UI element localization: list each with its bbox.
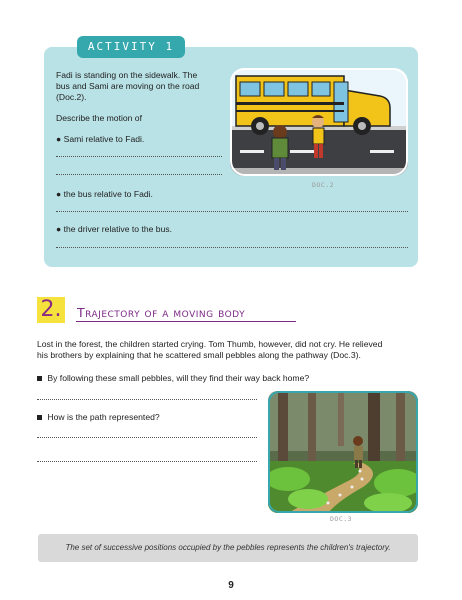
activity-item-label: Sami relative to Fadi. bbox=[63, 134, 145, 144]
doc-label: DOC.2 bbox=[312, 181, 335, 189]
question-2 bbox=[37, 412, 160, 423]
square-bullet-icon bbox=[37, 376, 42, 381]
activity-item-label: the bus relative to Fadi. bbox=[63, 189, 153, 199]
intro-line-1: Fadi is standing on the sidewalk. The bbox=[56, 70, 198, 80]
bullet-icon: ● bbox=[56, 224, 62, 234]
summary-box: The set of successive positions occupied by the pebbles represents the children's trajectory. bbox=[38, 534, 418, 562]
bullet-icon: ● bbox=[56, 134, 62, 144]
question-1 bbox=[37, 373, 309, 384]
activity-item-label: the driver relative to the bus. bbox=[63, 224, 173, 234]
doc-label: DOC.3 bbox=[330, 515, 353, 523]
question-text: By following these small pebbles, will they find their way back home? bbox=[47, 373, 310, 383]
intro-line-3: (Doc.2). bbox=[56, 92, 87, 102]
question-text: How is the path represented? bbox=[47, 412, 160, 422]
title-underline bbox=[76, 321, 296, 322]
answer-line[interactable] bbox=[37, 437, 257, 438]
activity-tab: ACTIVITY 1 bbox=[77, 36, 185, 58]
forest-illustration bbox=[268, 391, 418, 513]
answer-line[interactable] bbox=[56, 247, 408, 248]
bullet-icon: ● bbox=[56, 189, 62, 199]
answer-line[interactable] bbox=[56, 211, 408, 212]
answer-line[interactable] bbox=[37, 399, 257, 400]
paragraph-line-2: his brothers by explaining that he scattered small pebbles along the pathway (Doc.3). bbox=[37, 350, 361, 360]
answer-line[interactable] bbox=[37, 461, 257, 462]
answer-line[interactable] bbox=[56, 156, 222, 157]
page-number: 9 bbox=[228, 580, 234, 591]
answer-line[interactable] bbox=[56, 174, 222, 175]
paragraph-line-1: Lost in the forest, the children started crying. Tom Thumb, however, did not cry. He relieved bbox=[37, 339, 383, 349]
activity-item-2 bbox=[56, 189, 153, 200]
section-paragraph bbox=[37, 339, 432, 361]
activity-instruction: Describe the motion of bbox=[56, 113, 142, 123]
activity-item-1 bbox=[56, 134, 144, 145]
activity-intro bbox=[56, 70, 226, 103]
section-number: 2. bbox=[37, 297, 65, 323]
bus-illustration bbox=[230, 68, 408, 176]
intro-line-2: bus and Sami are moving on the road bbox=[56, 81, 200, 91]
section-title: Trajectory of a moving body bbox=[77, 305, 246, 320]
activity-item-3 bbox=[56, 224, 172, 235]
square-bullet-icon bbox=[37, 415, 42, 420]
